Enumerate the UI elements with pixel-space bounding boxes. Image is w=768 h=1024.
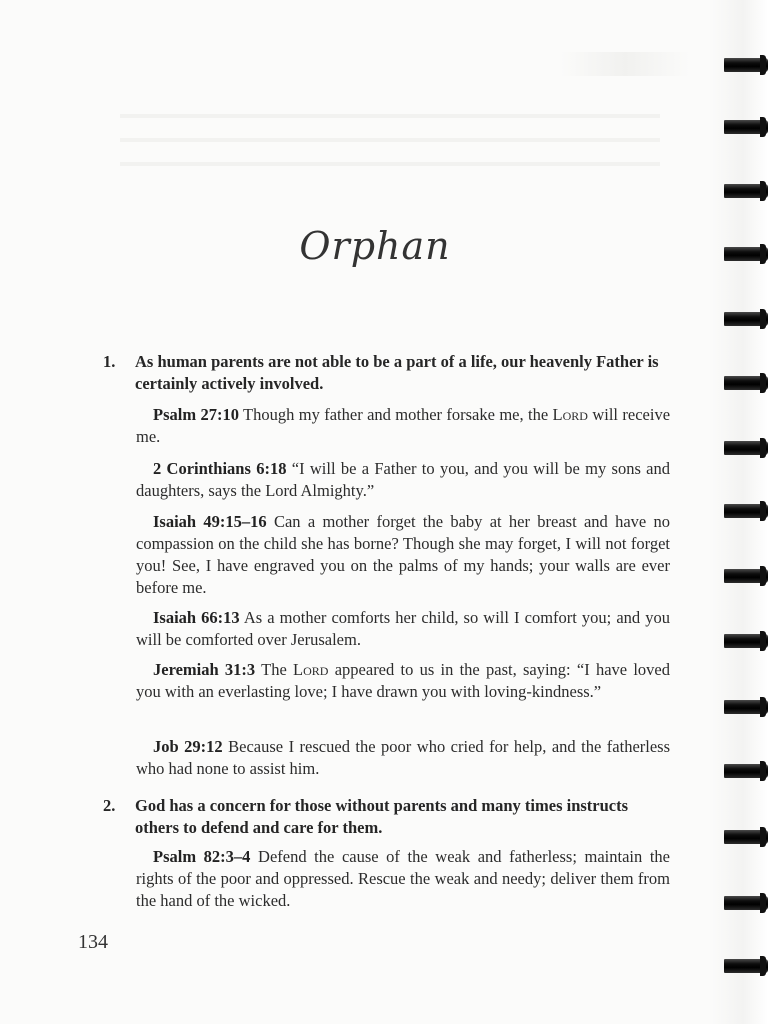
bleed-through-shadow [120,100,660,170]
binding-ring [724,244,768,264]
verse-psalm-27-10 [136,404,670,448]
verse-lord: Lord [293,660,329,679]
verse-job-29-12 [136,736,670,780]
verse-reference: Job 29:12 [153,737,223,756]
point-number: 2. [103,796,116,815]
verse-reference: Jeremiah 31:3 [153,660,256,679]
binding-ring [724,117,768,137]
page-title: Orphan [299,224,451,268]
point-text: As human parents are not able to be a part of a life, our heavenly Father is certainly actively involved. [135,352,659,393]
binding-ring [724,893,768,913]
binding-ring [724,373,768,393]
binding-ring [724,697,768,717]
binding-ring [724,761,768,781]
bleed-through-shadow [560,52,690,76]
verse-text: appeared to us in the past, saying: “I have loved you with an everlasting love; I have drawn you with loving-kindness.” [136,660,670,701]
binding-ring [724,827,768,847]
verse-2-corinthians-6-18 [136,458,670,502]
verse-jeremiah-31-3 [136,659,670,703]
binding-ring [724,181,768,201]
binding-ring [724,566,768,586]
verse-lord: Lord [552,405,588,424]
verse-isaiah-49-15-16 [136,511,670,599]
verse-text: Defend the cause of the weak and fatherless; maintain the rights of the poor and oppressed. Rescue the weak and needy; deliver them from the hand of the wicked. [136,847,671,910]
point-number: 1. [103,352,116,371]
binding-ring [724,631,768,651]
verse-reference: Psalm 82:3–4 [153,847,251,866]
verse-text: As a mother comforts her child, so will I comfort you; and you will be comforted over Jerusalem. [136,608,670,649]
point-text: God has a concern for those without parents and many times instructs others to defend and care for them. [135,796,629,837]
verse-reference: Psalm 27:10 [153,405,239,424]
binding-ring [724,309,768,329]
binding-ring [724,55,768,75]
point-1 [103,351,673,395]
page-number: 134 [78,931,108,953]
verse-reference: 2 Corinthians 6:18 [153,459,287,478]
verse-reference: Isaiah 66:13 [153,608,240,627]
verse-text: “I will be a Father to you, and you will be my sons and daughters, says the Lord Almighty.” [136,459,670,500]
verse-text: Because I rescued the poor who cried for help, and the fatherless who had none to assist him. [136,737,671,778]
verse-text: The [261,660,287,679]
verse-reference: Isaiah 49:15–16 [153,512,267,531]
verse-text: Can a mother forget the baby at her breast and have no compassion on the child she has borne? Though she may forget, I will not forget you! See, I have engraved you on the palms of my hands; your walls are ever before me. [136,512,671,597]
binding-ring [724,438,768,458]
verse-isaiah-66-13 [136,607,670,651]
verse-text: will receive me. [136,405,671,446]
verse-text: Though my father and mother forsake me, the [243,405,549,424]
point-2 [103,795,673,839]
binding-ring [724,956,768,976]
verse-psalm-82-3-4 [136,846,670,912]
spiral-binding [712,0,768,1024]
binding-ring [724,501,768,521]
